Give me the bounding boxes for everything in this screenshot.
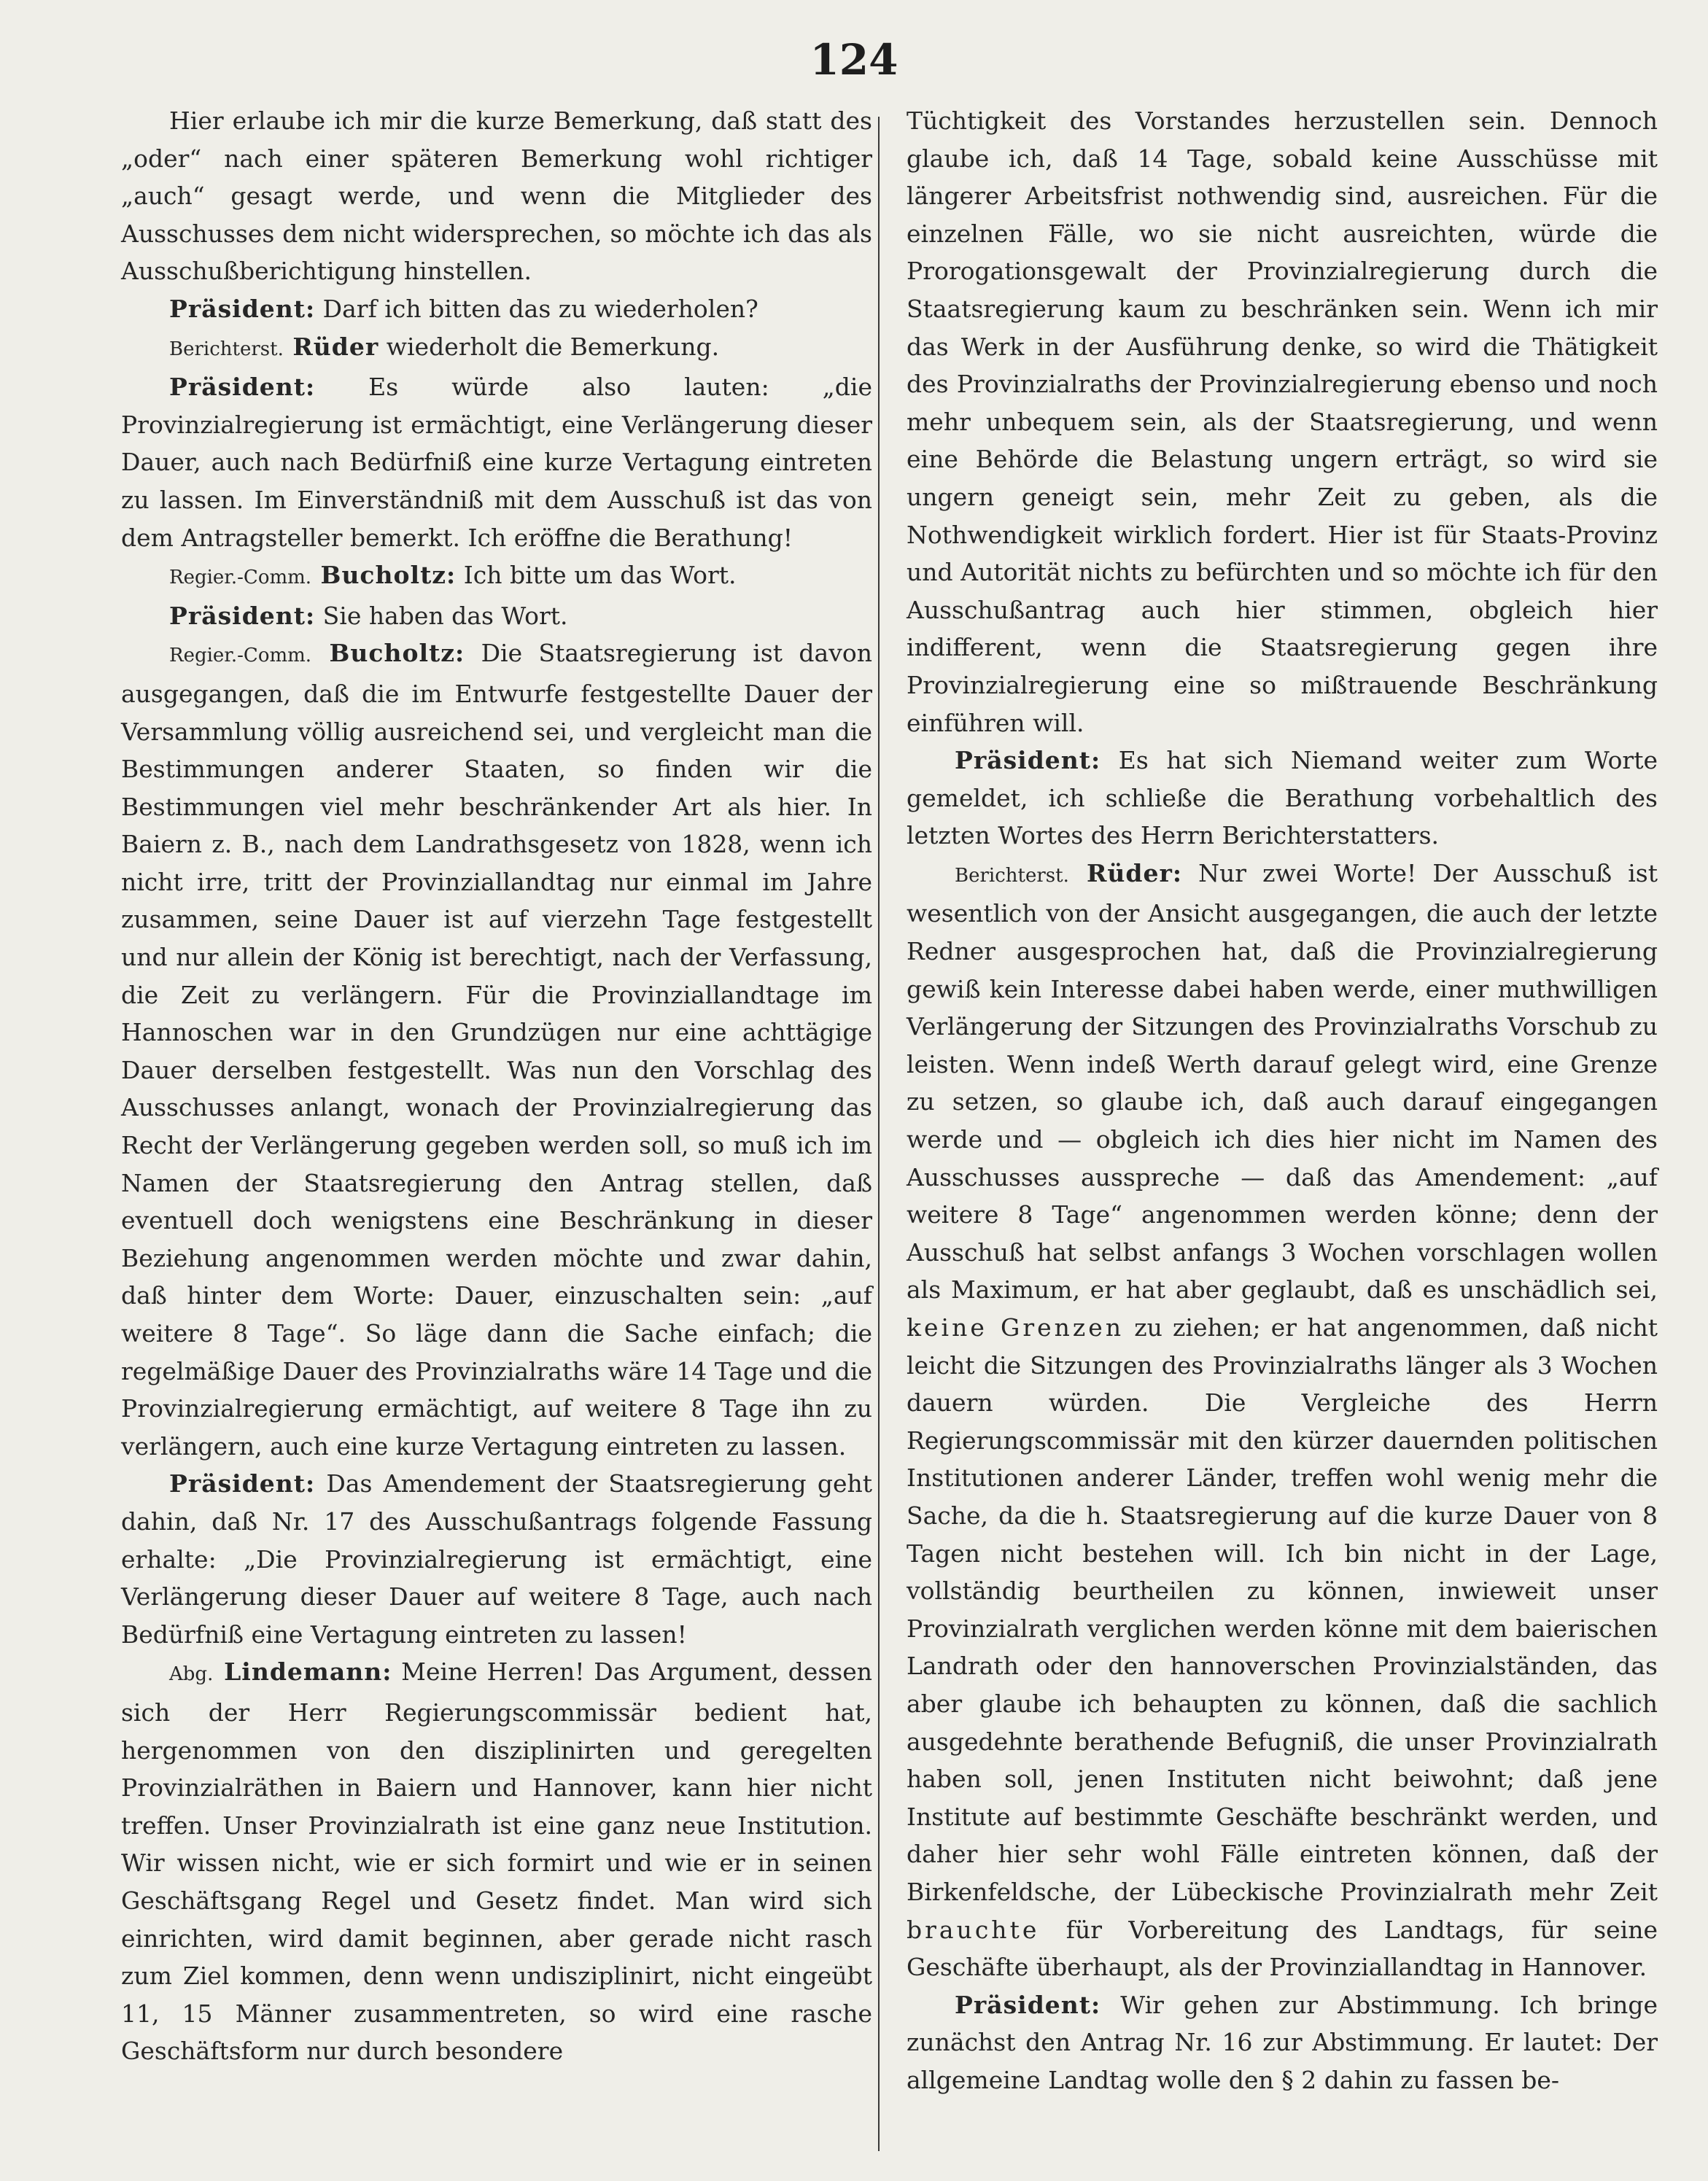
paragraph-text: Darf ich bitten das zu wiederholen? <box>315 294 758 323</box>
speaker-name: Präsident: <box>169 601 316 630</box>
paragraph-text: Hier erlaube ich mir die kurze Bemerkung, daß statt des „oder“ nach einer späteren Bemerkung wohl richtiger „auch“ gesagt werde, und wenn die Mitglieder des Ausschusses dem nicht widersprechen, so möchte ich das als Ausschußberichtigung hinstellen. <box>121 106 872 286</box>
speaker-name: Rüder: <box>1068 858 1183 887</box>
paragraph-text: Die Staatsregierung ist davon ausgegangen, daß die im Entwurfe festgestellte Dauer der Versammlung völlig ausreichend sei, und vergleicht man die Bestimmungen anderer Staaten, so finden wir die Bestimmungen viel mehr beschränkender Art als hier. In Baiern z. B., nach dem Landrathsgesetz von 1828, wenn ich nicht irre, tritt der Provinziallandtag nur einmal im Jahre zusammen, seine Dauer ist auf vierzehn Tage festgestellt und nur allein der König ist berechtigt, nach der Verfassung, die Zeit zu verlängern. Für die Provinziallandtage im Hannoschen war in den Grundzügen nur eine achttägige Dauer derselben festgestellt. Was nun den Vorschlag des Ausschusses anlangt, wonach der Provinzialregierung das Recht der Verlängerung gegeben werden soll, so muß ich im Namen der Staatsregierung den Antrag stellen, daß eventuell doch wenigstens eine Beschränkung in dieser Beziehung angenommen werden möchte und zwar dahin, daß hinter dem Worte: Dauer, einzuschalten sein: „auf weitere 8 Tage“. So läge dann die Sache einfach; die regelmäßige Dauer des Provinzialraths wäre 14 Tage und die Provinzialregierung ermächtigt, auf weitere 8 Tage ihn zu verlängern, auch eine kurze Vertagung eintreten zu lassen. <box>121 639 872 1461</box>
paragraph <box>121 328 872 369</box>
speaker-role: Berichterst. <box>955 864 1069 887</box>
speaker-role: Abg. <box>169 1663 214 1686</box>
paragraph-text: Das Amendement der Staatsregierung geht dahin, daß Nr. 17 des Ausschußantrags folgende Fassung erhalte: „Die Provinzialregierung ist ermächtigt, eine Verlängerung dieser Dauer auf weitere 8 Tage, auch nach Bedürfniß eine Vertagung eintreten zu lassen! <box>121 1469 872 1649</box>
left-column <box>121 102 872 2070</box>
paragraph <box>907 855 1658 1986</box>
right-column <box>907 102 1658 2099</box>
paragraph <box>121 290 872 328</box>
paragraph-text: Tüchtigkeit des Vorstandes herzustellen sein. Dennoch glaube ich, daß 14 Tage, sobald keine Ausschüsse mit längerer Arbeitsfrist nothwendig sind, ausreichen. Für die einzelnen Fälle, wo sie nicht ausreichten, würde die Prorogationsgewalt der Provinzialregierung durch die Staatsregierung kaum zu beschränken sein. Wenn ich mir das Werk in der Ausführung denke, so wird die Thätigkeit des Provinzialraths der Provinzialregierung ebenso und noch mehr unbequem sein, als der Staatsregierung, und wenn eine Behörde die Belastung ungern erträgt, so wird sie ungern geneigt sein, mehr Zeit zu geben, als die Nothwendigkeit wirklich fordert. Hier ist für Staats-Provinz und Autorität nichts zu befürchten und so möchte ich für den Ausschußantrag auch hier stimmen, obgleich hier indifferent, wenn die Staatsregierung gegen ihre Provinzialregierung eine so mißtrauende Beschränkung einführen will. <box>907 106 1658 737</box>
paragraph-text: Nur zwei Worte! Der Ausschuß ist wesentlich von der Ansicht ausgegangen, die auch der letzte Redner ausgesprochen hat, daß die Provinzialregierung gewiß kein Interesse dabei haben werde, einer muthwilligen Verlängerung der Sitzungen des Provinzialraths Vorschub zu leisten. Wenn indeß Werth darauf gelegt wird, eine Grenze zu setzen, so glaube ich, daß auch darauf eingegangen werde und — obgleich ich dies hier nicht im Namen des Ausschusses ausspreche — daß das Amendement: „auf weitere 8 Tage“ angenommen werden könne; denn der Ausschuß hat selbst anfangs 3 Wochen vorschlagen wollen als Maximum, er hat aber geglaubt, daß es unschädlich sei, <box>907 858 1658 1305</box>
speaker-name: Bucholtz: <box>311 561 457 590</box>
paragraph-text: Ich bitte um das Wort. <box>456 561 737 590</box>
paragraph-text: für Vorbereitung des Landtags, für seine Geschäfte überhaupt, als der Provinziallandtag in Hannover. <box>907 1915 1658 1982</box>
paragraph <box>121 368 872 556</box>
paragraph-text: Meine Herren! Das Argument, dessen sich der Herr Regierungscommissär bedient hat, hergenommen von den disziplinirten und geregelten Provinzialräthen in Baiern und Hannover, kann hier nicht treffen. Unser Provinzialrath ist eine ganz neue Institution. Wir wissen nicht, wie er sich formirt und wie er in seinen Geschäftsgang Regel und Gesetz findet. Man wird sich einrichten, wird damit beginnen, aber gerade nicht rasch zum Ziel kommen, denn wenn undisziplinirt, nicht eingeübt 11, 15 Männer zusammentreten, so wird eine rasche Geschäftsform nur durch besondere <box>121 1657 872 2066</box>
emphasized-text: brauchte <box>907 1915 1040 1944</box>
emphasized-text: keine Grenzen <box>907 1313 1125 1342</box>
speaker-name: Präsident: <box>955 746 1101 775</box>
speaker-role: Regier.-Comm. <box>169 645 312 667</box>
page-number: 124 <box>810 35 898 85</box>
paragraph <box>121 1653 872 2070</box>
paragraph <box>121 556 872 597</box>
paragraph <box>121 102 872 290</box>
paragraph-text: Es würde also lauten: „die Provinzialregierung ist ermächtigt, eine Verlängerung dieser Dauer, auch nach Bedürfniß eine kurze Vertagung eintreten zu lassen. Im Einverständniß mit dem Ausschuß ist das von dem Antragsteller bemerkt. Ich eröffne die Berathung! <box>121 373 872 552</box>
speaker-name: Präsident: <box>955 1990 1101 2019</box>
paragraph <box>907 1986 1658 2099</box>
speaker-role: Regier.-Comm. <box>169 567 312 589</box>
speaker-role: Berichterst. <box>169 338 284 360</box>
speaker-name: Präsident: <box>169 1469 316 1498</box>
paragraph <box>907 102 1658 742</box>
paragraph-text: wiederholt die Bemerkung. <box>379 332 720 361</box>
paragraph-text: Sie haben das Wort. <box>315 601 568 630</box>
speaker-name: Bucholtz: <box>311 639 465 668</box>
paragraph-text: Wir gehen zur Abstimmung. Ich bringe zunächst den Antrag Nr. 16 zur Abstimmung. Er lautet: Der allgemeine Landtag wolle den § 2 dahin zu fassen be- <box>907 1990 1658 2094</box>
speaker-name: Präsident: <box>169 294 316 323</box>
speaker-name: Rüder <box>283 332 379 361</box>
speaker-name: Präsident: <box>169 373 316 402</box>
paragraph-text: Es hat sich Niemand weiter zum Worte gemeldet, ich schließe die Berathung vorbehaltlich des letzten Wortes des Herrn Berichterstatters. <box>907 746 1658 850</box>
column-divider <box>878 117 880 2151</box>
paragraph <box>907 742 1658 855</box>
speaker-name: Lindemann: <box>213 1657 392 1687</box>
paragraph <box>121 634 872 1465</box>
paragraph-text: zu ziehen; er hat angenommen, daß nicht leicht die Sitzungen des Provinzialraths länger als 3 Wochen dauern würden. Die Vergleiche des Herrn Regierungscommissär mit den kürzer dauernden politischen Institutionen anderer Länder, treffen wohl wenig mehr die Sache, da die h. Staatsregierung auf die kurze Dauer von 8 Tagen nicht bestehen will. Ich bin nicht in der Lage, vollständig beurtheilen zu können, inwieweit unser Provinzialrath verglichen werden könne mit dem baierischen Landrath oder den hannoverschen Provinzialständen, das aber glaube ich behaupten zu können, daß die sachlich ausgedehnte berathende Befugniß, die unser Provinzialrath haben soll, jenen Instituten nicht beiwohnt; daß jene Institute auf bestimmte Geschäfte beschränkt werden, und daher hier sehr wohl Fälle eintreten können, daß der Birkenfeldsche, der Lübeckische Provinzialrath mehr Zeit <box>907 1313 1658 1906</box>
paragraph <box>121 1465 872 1653</box>
paragraph <box>121 597 872 635</box>
